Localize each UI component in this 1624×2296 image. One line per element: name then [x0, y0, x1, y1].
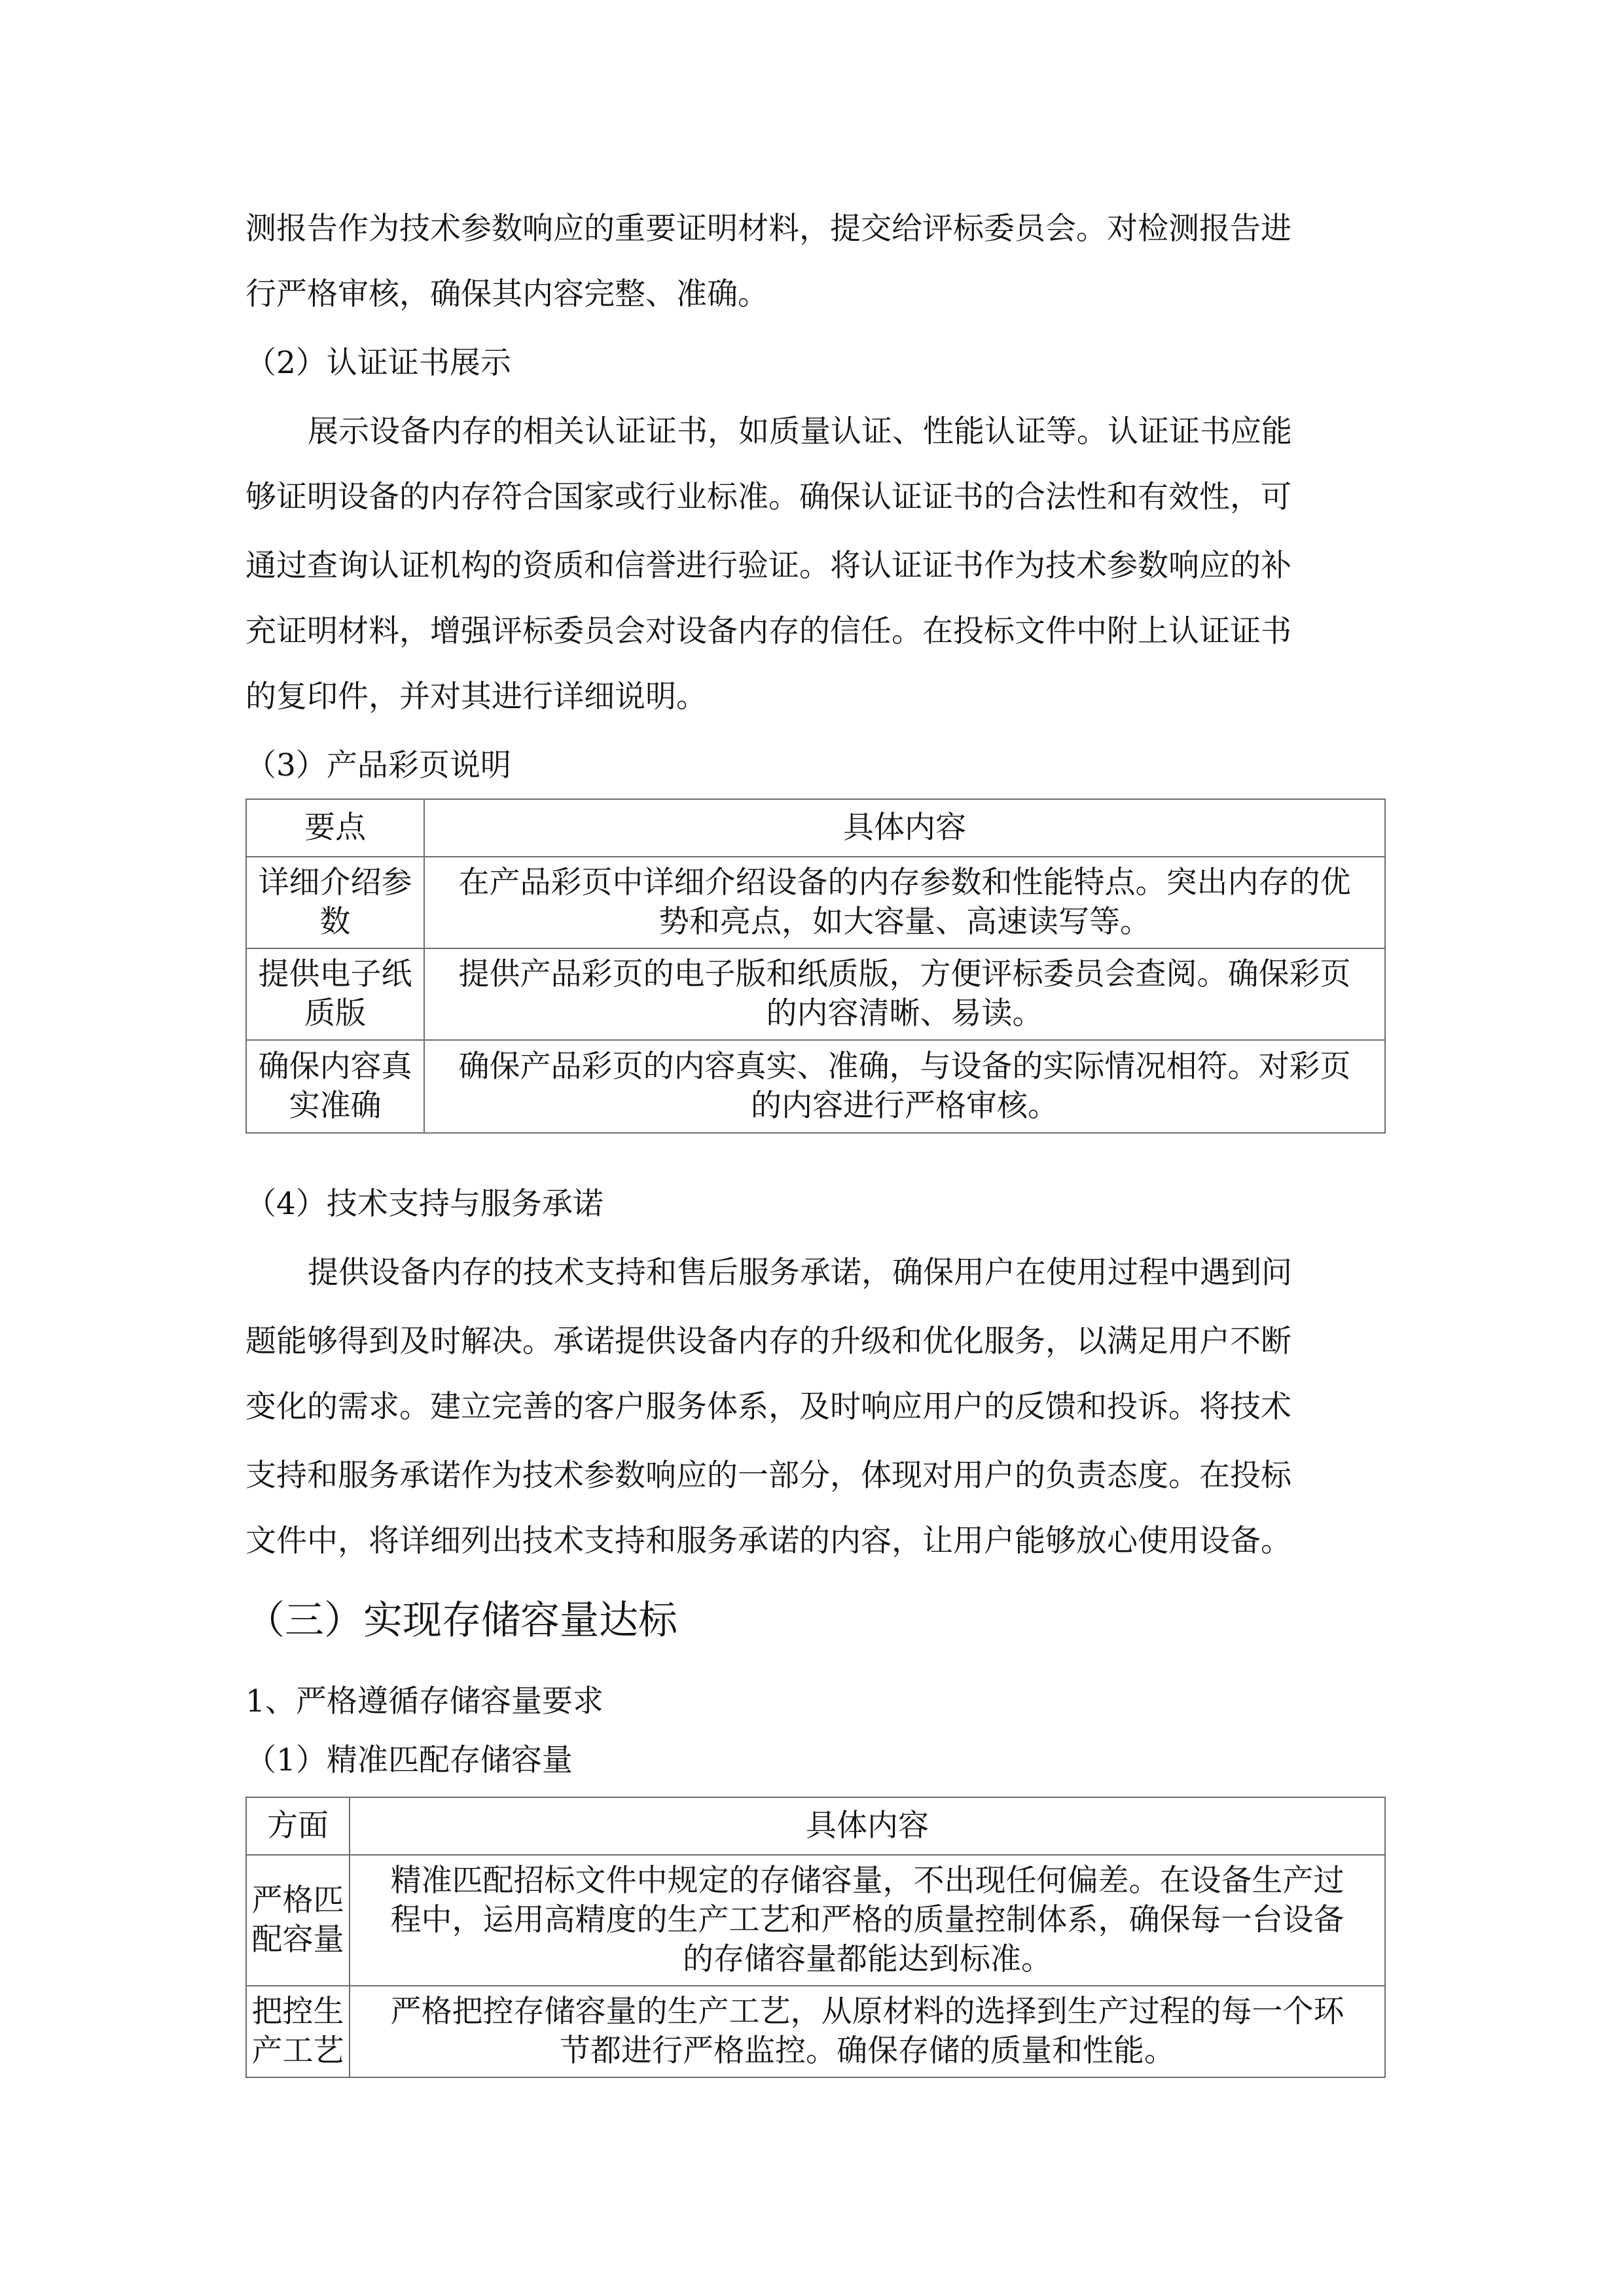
paragraph-line: 题能够得到及时解决。承诺提供设备内存的升级和优化服务，以满足用户不断 — [245, 1323, 1291, 1359]
cell-line: 势和亮点，如大容量、高速读写等。 — [659, 904, 1151, 940]
cell-line: 精准匹配招标文件中规定的存储容量，不出现任何偏差。在设备生产过 — [390, 1863, 1344, 1899]
cell-line: 把控生 — [251, 1994, 344, 2030]
table-content-cell — [424, 948, 1385, 1040]
cell-line: 的存储容量都能达到标准。 — [683, 1941, 1052, 1977]
table-header-cell: 具体内容 — [424, 799, 1385, 857]
table-key-cell — [246, 1040, 424, 1133]
brochure-table — [245, 798, 1386, 1134]
table-content-cell — [350, 1855, 1385, 1986]
paragraph-line: 通过查询认证机构的资质和信誉进行验证。将认证证书作为技术参数响应的补 — [245, 548, 1291, 584]
table-content-cell — [424, 857, 1385, 948]
table-key-cell — [246, 857, 424, 948]
cell-line: 提供电子纸 — [258, 956, 412, 992]
table-header-row — [246, 799, 1385, 857]
section-heading: （三）实现存储容量达标 — [245, 1598, 677, 1643]
cell-line: 实准确 — [289, 1088, 382, 1124]
subheading-brochure: （3）产品彩页说明 — [245, 747, 511, 783]
table-key-cell — [246, 1855, 350, 1986]
table-content-cell — [350, 1986, 1385, 2077]
table-content-cell — [424, 1040, 1385, 1133]
table-header-cell: 具体内容 — [350, 1797, 1385, 1855]
item-heading: 1、严格遵循存储容量要求 — [245, 1683, 604, 1719]
paragraph-line: 提供设备内存的技术支持和售后服务承诺，确保用户在使用过程中遇到问 — [308, 1255, 1292, 1291]
cell-line: 程中，运用高精度的生产工艺和严格的质量控制体系，确保每一台设备 — [390, 1902, 1344, 1938]
cell-line: 的内容进行严格审核。 — [751, 1088, 1058, 1124]
paragraph-line: 够证明设备的内存符合国家或行业标准。确保认证证书的合法性和有效性，可 — [245, 479, 1291, 515]
table-row — [246, 1040, 1385, 1133]
paragraph-line: 变化的需求。建立完善的客户服务体系，及时响应用户的反馈和投诉。将技术 — [245, 1389, 1291, 1425]
table-header-row — [246, 1797, 1385, 1855]
table-key-cell — [246, 948, 424, 1040]
cell-line: 的内容清晰、易读。 — [766, 996, 1043, 1031]
cell-line: 确保产品彩页的内容真实、准确，与设备的实际情况相符。对彩页 — [458, 1049, 1351, 1085]
cell-line: 严格匹 — [251, 1882, 344, 1918]
cell-line: 产工艺 — [251, 2033, 344, 2069]
table-row — [246, 1855, 1385, 1986]
paragraph-line: 测报告作为技术参数响应的重要证明材料，提交给评标委员会。对检测报告进 — [245, 211, 1291, 247]
table-row — [246, 857, 1385, 948]
paragraph-line: 的复印件，并对其进行详细说明。 — [245, 679, 707, 715]
subheading-certificates: （2）认证证书展示 — [245, 345, 511, 381]
subheading-capacity: （1）精准匹配存储容量 — [245, 1742, 573, 1778]
cell-line: 在产品彩页中详细介绍设备的内存参数和性能特点。突出内存的优 — [458, 865, 1351, 901]
cell-line: 质版 — [304, 996, 366, 1031]
cell-line: 确保内容真 — [258, 1049, 412, 1085]
cell-line: 严格把控存储容量的生产工艺，从原材料的选择到生产过程的每一个环 — [390, 1994, 1344, 2030]
paragraph-line: 支持和服务承诺作为技术参数响应的一部分，体现对用户的负责态度。在投标 — [245, 1458, 1291, 1494]
table-row — [246, 948, 1385, 1040]
cell-line: 配容量 — [251, 1922, 344, 1958]
table-row — [246, 1986, 1385, 2077]
paragraph-line: 文件中，将详细列出技术支持和服务承诺的内容，让用户能够放心使用设备。 — [245, 1523, 1291, 1559]
table-header-cell: 方面 — [246, 1797, 350, 1855]
cell-line: 节都进行严格监控。确保存储的质量和性能。 — [560, 2033, 1175, 2069]
cell-line: 数 — [319, 904, 351, 940]
subheading-support: （4）技术支持与服务承诺 — [245, 1186, 604, 1222]
cell-line: 详细介绍参 — [258, 865, 412, 901]
paragraph-line: 展示设备内存的相关认证证书，如质量认证、性能认证等。认证证书应能 — [308, 414, 1292, 450]
table-header-cell: 要点 — [246, 799, 424, 857]
capacity-table — [245, 1797, 1386, 2078]
paragraph-line: 行严格审核，确保其内容完整、准确。 — [245, 276, 768, 312]
table-key-cell — [246, 1986, 350, 2077]
paragraph-line: 充证明材料，增强评标委员会对设备内存的信任。在投标文件中附上认证证书 — [245, 613, 1291, 649]
cell-line: 提供产品彩页的电子版和纸质版，方便评标委员会查阅。确保彩页 — [458, 956, 1351, 992]
